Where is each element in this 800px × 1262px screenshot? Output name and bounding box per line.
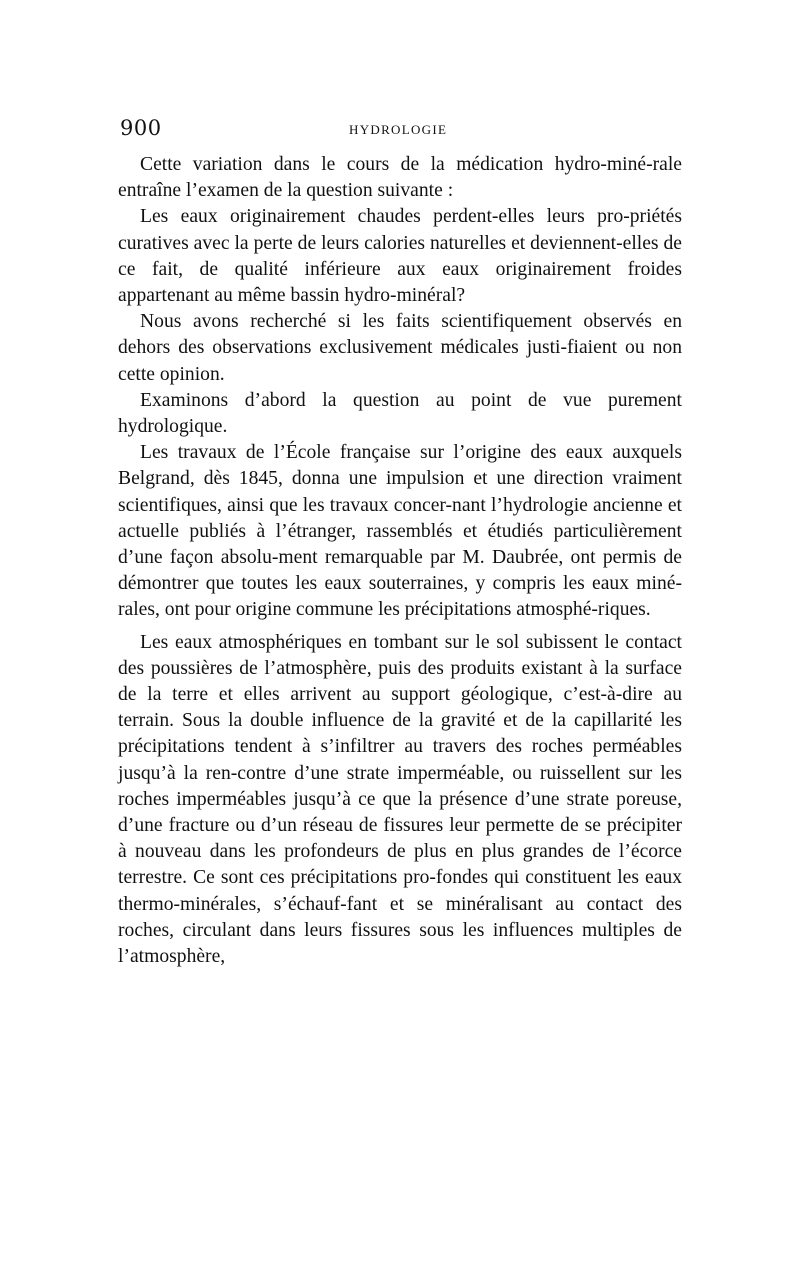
body-text xyxy=(118,152,682,970)
running-head xyxy=(120,116,680,142)
running-title: HYDROLOGIE xyxy=(349,122,448,137)
page-number: 900 xyxy=(120,116,162,140)
paragraph-3: Nous avons recherché si les faits scientifiquement observés en dehors des observations exclusivement médicales justi-fiaient ou non cette opinion. xyxy=(118,311,682,385)
paragraph-5: Les travaux de l’École française sur l’origine des eaux auxquels Belgrand, dès 1845, donna une impulsion et une direction vraiment scientifiques, ainsi que les travaux concer-nant l’hydrologie ancienne et actuelle publiés à l’étranger, rassemblés et étudiés particulièrement d’une façon absolu-ment remarquable par M. Daubrée, ont permis de démontrer que toutes les eaux souterraines, y compris les eaux miné-rales, ont pour origine commune les précipitations atmosphé-riques. xyxy=(118,442,682,621)
paragraph-2: Les eaux originairement chaudes perdent-elles leurs pro-priétés curatives avec la perte de leurs calories naturelles et deviennent-elles de ce fait, de qualité inférieure aux eaux originairement froides appartenant au même bassin hydro-minéral? xyxy=(118,206,682,307)
paragraph-1: Cette variation dans le cours de la médication hydro-miné-rale entraîne l’examen de la question suivante : xyxy=(118,154,682,202)
paragraph-6: Les eaux atmosphériques en tombant sur le sol subissent le contact des poussières de l’atmosphère, puis des produits existant à la surface de la terre et elles arrivent au support géologique, c’est-à-dire au terrain. Sous la double influence de la gravité et de la capillarité les précipitations tendent à s’infiltrer au travers des roches perméables jusqu’à la ren-contre d’une strate imperméable, ou ruissellent sur les roches imperméables jusqu’à ce que la présence d’une strate poreuse, d’une fracture ou d’un réseau de fissures leur permette de se précipiter à nouveau dans les profondeurs de plus en plus grandes de l’écorce terrestre. Ce sont ces précipitations pro-fondes qui constituent les eaux thermo-minérales, s’échauf-fant et se minéralisant au contact des roches, circulant dans leurs fissures sous les influences multiples de l’atmosphère, xyxy=(118,631,682,968)
paragraph-4: Examinons d’abord la question au point de vue purement hydrologique. xyxy=(118,389,682,438)
